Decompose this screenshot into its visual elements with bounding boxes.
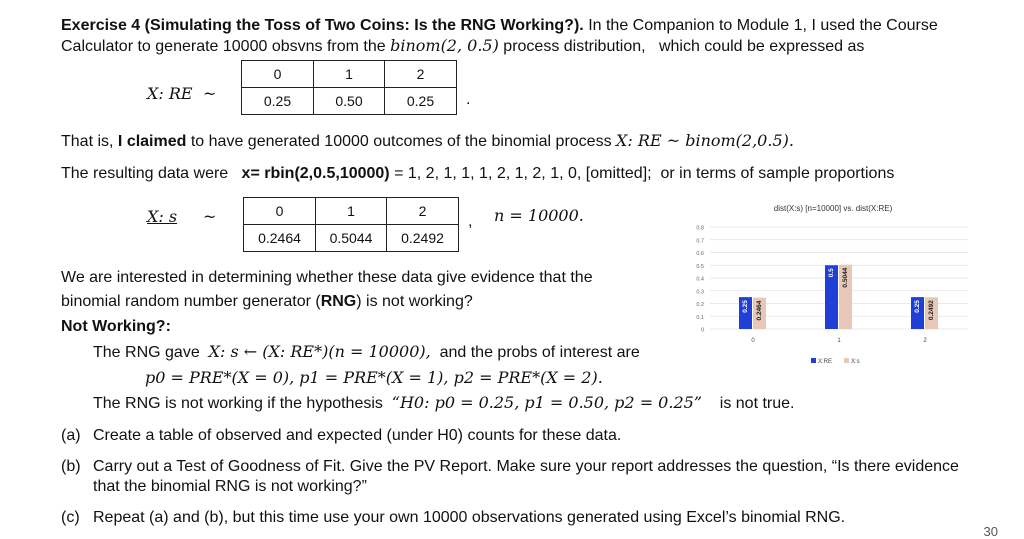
legend-label: X:s [851,359,860,365]
table-cell: 0.25 [385,88,457,115]
y-tick-label: 0.1 [696,314,704,321]
item-b-text-2: that the binomial RNG is not working?” [93,478,367,495]
re-label: X: RE [147,84,193,103]
probs-line: p0 = PRE*(X = 0), p1 = PRE*(X = 1), p2 = PRE*(X = 2). [145,368,603,387]
x-tick-label: 0 [751,338,755,344]
resulting-tail: or in terms of sample proportions [660,165,895,182]
item-b-label: (b) [61,458,81,475]
resulting-line [61,164,894,184]
item-c-text: Repeat (a) and (b), but this time use your own 10000 observations generated using Excel’s binomial RNG. [93,509,846,526]
table-row [242,61,457,88]
table-row [244,225,459,252]
s-comma: , [468,213,473,230]
table-cell: 0 [244,198,316,225]
table-cell: 0.2464 [244,225,316,252]
not-working-heading: Not Working?: [61,318,171,335]
question-text: binomial random number generator ( [61,293,321,310]
bar-data-label: 0.5 [828,268,835,278]
hypothesis-line [93,393,794,414]
hypothesis-math: “H0: p0 = 0.25, p1 = 0.50, p2 = 0.25” [391,393,702,412]
n-value: n = 10000. [494,206,584,225]
y-tick-label: 0.4 [696,276,704,283]
heading-line-2 [61,36,864,57]
rng-gave-tail: and the probs of interest are [439,344,640,361]
exercise-title: Exercise 4 (Simulating the Toss of Two Coins: Is the RNG Working?). [61,17,584,34]
heading-text-c: which could be expressed as [658,38,865,55]
table-row [242,88,457,115]
item-b-text: Carry out a Test of Goodness of Fit. Give the PV Report. Make sure your report addresses the question, “Is there evidence [93,458,959,475]
bar-data-label: 0.2464 [756,300,763,321]
heading-intro: In the Companion to Module 1, I used the Course [588,17,938,34]
hypothesis-text: The RNG is not working if the hypothesis [93,395,383,412]
binom-expression: binom(2, 0.5) [390,36,499,55]
s-label: X: s [147,207,178,226]
legend-swatch [811,358,816,363]
y-tick-label: 0.3 [696,289,704,296]
table-cell: 0.50 [314,88,385,115]
legend-swatch [844,358,849,363]
resulting-values: = 1, 2, 1, 1, 1, 2, 1, 2, 1, 0, [omitted]; [394,165,652,182]
y-tick-label: 0 [700,327,704,334]
table-cell: 1 [316,198,387,225]
y-tick-label: 0.7 [696,238,704,245]
heading-text: Calculator to generate 10000 obsvns from the [61,38,386,55]
table-cell: 0 [242,61,314,88]
bar-data-label: 0.25 [742,300,749,313]
table-cell: 2 [385,61,457,88]
table-row [244,198,459,225]
rng-gave-line [93,342,640,363]
claim-line [61,131,794,152]
re-distribution-table [241,60,457,115]
heading-text-b: process distribution, [503,38,646,55]
claim-text-c: to have generated 10000 outcomes of the binomial process [190,133,612,150]
distribution-chart [688,198,978,370]
y-tick-label: 0.6 [696,251,704,257]
item-a-text: Create a table of observed and expected (under H0) counts for these data. [93,427,622,444]
rng-gave-text: The RNG gave [93,344,200,361]
table-cell: 1 [314,61,385,88]
rng-gave-math: X: s ← (X: RE*)(n = 10000), [208,342,431,361]
resulting-text: The resulting data were [61,165,229,182]
y-tick-label: 0.5 [696,263,704,270]
x-tick-label: 1 [837,338,841,344]
re-tilde: ~ [203,84,217,103]
heading-line-1 [61,16,938,36]
legend-label: X:RE [818,359,833,365]
s-distribution-table [243,197,459,252]
re-period: . [466,91,471,108]
y-tick-label: 0.2 [696,302,704,308]
page-number: 30 [983,524,998,539]
x-tick-label: 2 [923,338,927,344]
s-tilde: ~ [203,207,217,226]
question-line-2 [61,292,473,312]
bar-data-label: 0.2492 [928,300,935,321]
table-cell: 0.5044 [316,225,387,252]
claim-math: X: RE ~ binom(2,0.5). [616,131,794,150]
claim-text: That is, [61,133,114,150]
question-text-end: ) is not working? [356,293,473,310]
item-c-label: (c) [61,509,80,526]
table-cell: 0.2492 [387,225,459,252]
y-tick-label: 0.8 [696,225,704,232]
table-cell: 2 [387,198,459,225]
rng-bold: RNG [320,293,357,310]
chart-title: dist(X:s) [n=10000] vs. dist(X:RE) [773,204,893,213]
rbin-command: x= rbin(2,0.5,10000) [241,165,390,182]
hypothesis-tail: is not true. [719,395,795,412]
bar-data-label: 0.5044 [842,267,849,288]
table-cell: 0.25 [242,88,314,115]
item-a-label: (a) [61,427,81,444]
chart-svg [688,198,978,370]
claim-bold: I claimed [117,133,187,150]
bar-data-label: 0.25 [914,300,921,313]
question-line-1: We are interested in determining whether these data give evidence that the [61,269,593,286]
